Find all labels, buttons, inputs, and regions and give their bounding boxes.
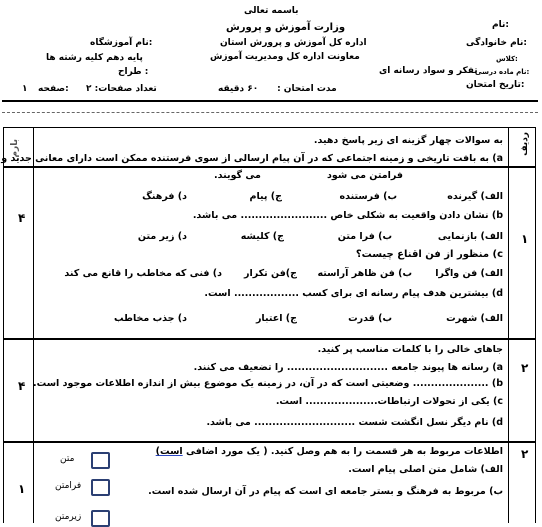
question-2-top-rule	[4, 338, 535, 340]
row-header: ردیف	[520, 132, 530, 156]
q3-a: الف) شامل متن اصلی پیام است.	[348, 464, 503, 475]
subject-label: نام ماده درسی:	[475, 68, 530, 76]
class-label: کلاس:	[496, 55, 518, 63]
duration-value: ۶۰	[247, 84, 259, 94]
match-box-context[interactable]	[91, 479, 110, 496]
q2-a: a) رسانه ها پیوند جامعه ............................ را تضعیف می کنند.	[193, 362, 503, 373]
q2-row-number: ۲	[521, 361, 529, 375]
q1-d-option-3[interactable]: ج) اعتبار	[255, 313, 297, 324]
bismillah: باسمه تعالی	[244, 6, 299, 16]
match-label-context: فرامتن	[55, 481, 82, 491]
page-label: صفحه:	[38, 84, 69, 94]
duration-label: مدت امتحان :	[277, 84, 337, 94]
q2-c: c) یکی از تحولات ارتباطات.................... است.	[275, 396, 503, 407]
q1-d-option-1[interactable]: الف) شهرت	[446, 313, 503, 324]
q1-a-option-2[interactable]: ب) فرستنده	[339, 191, 397, 202]
q2-b: b) ..................... وضعیتی است که در آن، در زمینه یک موضوع بیش از اندازه اطلاعات موجود است.	[33, 378, 503, 389]
grade-text: پایه دهم کلیه رشته ها	[46, 53, 143, 63]
q2-intro: جاهای خالی را با کلمات مناسب پر کنید.	[317, 344, 503, 355]
q1-b-option-2[interactable]: ب) فرا متن	[337, 231, 392, 242]
designer-label: طراح :	[118, 67, 149, 77]
q1-b-option-1[interactable]: الف) بازنمایی	[437, 231, 503, 242]
q1-a-option-4[interactable]: د) فرهنگ	[142, 191, 187, 202]
match-box-subtext[interactable]	[91, 510, 110, 527]
q3-intro	[156, 446, 503, 457]
province-title: اداره کل آموزش و پرورش استان	[220, 38, 367, 48]
question-1-top-rule	[4, 166, 535, 168]
q3-b: ب) مربوط به فرهنگ و بستر جامعه ای است که پیام در آن ارسال شده است.	[148, 486, 503, 497]
q2-score: ۴	[18, 379, 26, 393]
match-label-subtext: زیرمتن	[55, 512, 82, 522]
q1-intro: به سوالات چهار گزینه ای زیر پاسخ دهید.	[313, 135, 503, 146]
score-column-divider	[33, 128, 34, 523]
match-box-text[interactable]	[91, 452, 110, 469]
q1-b-option-4[interactable]: د) زیر متن	[137, 231, 187, 242]
q1-c-option-1[interactable]: الف) فن واگرا	[435, 268, 503, 279]
q3-row-number: ۲	[521, 447, 529, 461]
q1-c-option-4[interactable]: د) فنی که مخاطب را قانع می کند	[64, 268, 222, 279]
q3-score: ۱	[18, 482, 26, 496]
q1-c-text: c) منظور از فن اقناع چیست؟	[355, 249, 503, 260]
q1-d-text: d) بیشترین هدف پیام رسانه ای برای کسب .................. است.	[204, 288, 503, 299]
q1-c-option-2[interactable]: ب) فن ظاهر آراسته	[317, 268, 412, 279]
q1-b-text: b) نشان دادن واقعیت به شکلی خاص ........................ می باشد.	[192, 210, 503, 221]
subject-value: تفکر و سواد رسانه ای	[379, 66, 478, 76]
page-value: ۱	[22, 84, 28, 94]
row-column-divider	[508, 128, 509, 523]
duration-unit: دقیقه	[218, 84, 245, 94]
q2-d: d) نام دیگر نسل انگشت شست ............................ می باشد.	[206, 417, 503, 428]
q1-d-option-4[interactable]: د) جذب مخاطب	[113, 313, 187, 324]
q1-row-number: ۱	[521, 232, 529, 246]
q1-a-line1: a) به بافت تاریخی و زمینه اجتماعی که در آن پیام ارسالی از سوی فرستنده ممکن است دارای معانی جدید و	[1, 153, 503, 164]
exam-date-label: تاریخ امتحان:	[466, 80, 525, 90]
ministry-title: وزارت آموزش و پرورش	[226, 22, 346, 33]
header-bottom-rule	[2, 100, 538, 102]
match-label-text: متن	[60, 454, 75, 464]
q1-c-option-3[interactable]: ج)فن تکرار	[244, 268, 297, 279]
name-label: نام:	[492, 20, 509, 30]
q3-intro-text: اطلاعات مربوط به هر قسمت را به هم وصل کنید. ( یک مورد اضافی است)	[155, 446, 503, 457]
question-3-top-rule	[4, 441, 535, 443]
q3-intro-underlined: است)	[155, 446, 183, 457]
deputy-title: معاونت اداره کل ومدیریت آموزش	[210, 52, 360, 62]
duration	[218, 84, 337, 94]
q1-a-line2-end: می گویند.	[214, 170, 261, 181]
q1-b-option-3[interactable]: ج) کلیشه	[240, 231, 284, 242]
q1-a-option-3[interactable]: ج) پیام	[249, 191, 282, 202]
q1-a-option-1[interactable]: الف) گیرنده	[447, 191, 503, 202]
header-dashed-rule	[2, 112, 538, 113]
q1-a-line2-start: فرامتن می شود	[327, 170, 403, 181]
q1-score: ۴	[18, 211, 26, 225]
family-label: نام خانوادگی:	[466, 38, 528, 48]
q1-d-option-2[interactable]: ب) قدرت	[348, 313, 392, 324]
q1-a-line2	[214, 170, 403, 181]
score-header: بارم	[10, 139, 20, 158]
school-label: نام آموزشگاه:	[90, 38, 153, 48]
pages-count: تعداد صفحات: ۲	[86, 84, 157, 94]
